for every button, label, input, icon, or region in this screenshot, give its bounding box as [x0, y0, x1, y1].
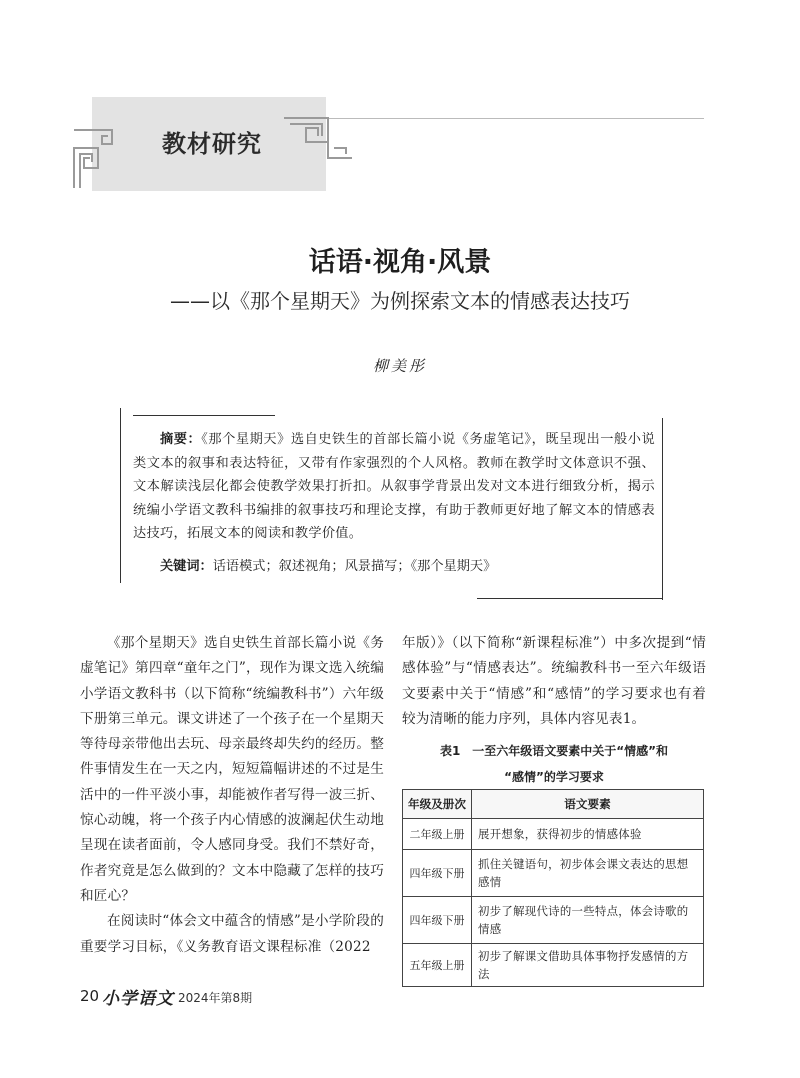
grade-cell: 四年级下册: [403, 850, 472, 897]
body-paragraph: 《那个星期天》选自史铁生首部长篇小说《务虚笔记》第四章“童年之门”，现作为课文选入统编小学语文教科书（以下简称“统编教科书”）六年级下册第三单元。课文讲述了一个孩子在一个星期天等待母亲带他出去玩、母亲最终却失约的经历。整件事情发生在一天之内，短短篇幅讲述的不过是生活中的一件平淡小事，却能被作者写得一波三折、惊心动魄，将一个孩子内心情感的波澜起伏生动地呈现在读者面前，令人感同身受。我们不禁好奇，作者究竟是怎么做到的？文本中隐藏了怎样的技巧和匠心？: [80, 635, 384, 904]
journal-name: 小学语文: [102, 989, 174, 1009]
abstract-frame-left: [120, 408, 121, 583]
grade-cell: 五年级上册: [403, 944, 472, 987]
table-caption-line: “感情”的学习要求: [504, 770, 604, 784]
article-subtitle: ——以《那个星期天》为例探索文本的情感表达技巧: [170, 289, 630, 313]
table-caption-line: 表1 一至六年级语文要素中关于“情感”和: [439, 744, 669, 758]
element-cell: 抓住关键语句，初步体会课文表达的思想感情: [472, 850, 704, 897]
grade-cell: 二年级上册: [403, 819, 472, 850]
body-paragraph: 年版）》（以下简称“新课程标准”）中多次提到“情感体验”与“情感表达”。统编教科书一至六年级语文要素中关于“情感”和“感情”的学习要求也有着较为清晰的能力序列，具体内容见表1。: [402, 635, 706, 727]
abstract: [133, 428, 655, 546]
page-number: 20: [80, 987, 100, 1005]
element-cell: 初步了解课文借助具体事物抒发感情的方法: [472, 944, 704, 987]
body-column-left: [80, 631, 384, 960]
column-header-grade: 年级及册次: [403, 790, 472, 819]
table-row: [403, 897, 704, 944]
table-row: [403, 850, 704, 897]
keywords: [160, 556, 660, 578]
keywords-text: 话语模式；叙述视角；风景描写；《那个星期天》: [212, 559, 497, 574]
abstract-frame-top: [133, 415, 275, 416]
grade-cell: 四年级下册: [403, 897, 472, 944]
element-cell: 初步了解现代诗的一些特点，体会诗歌的情感: [472, 897, 704, 944]
column-header-element: 语文要素: [472, 790, 704, 819]
keywords-label: 关键词：: [160, 559, 213, 574]
table-row: [403, 819, 704, 850]
fret-ornament-right-icon: [282, 112, 354, 164]
body-column-right: [402, 631, 706, 732]
table-header-row: [403, 790, 704, 819]
abstract-frame-bottom: [477, 598, 662, 599]
abstract-text: 《那个星期天》选自史铁生的首部长篇小说《务虚笔记》，既呈现出一般小说类文本的叙事和表达特征，又带有作家强烈的个人风格。教师在教学时文体意识不强、文本解读浅层化都会使教学效果打折扣。从叙事学背景出发对文本进行细致分析，揭示统编小学语文教科书编排的叙事技巧和理论支撑，有助于教师更好地了解文本的情感表达技巧，拓展文本的阅读和教学价值。: [133, 432, 655, 541]
body-paragraph: 在阅读时“体会文中蕴含的情感”是小学阶段的重要学习目标，《义务教育语文课程标准（2022: [80, 913, 384, 955]
abstract-label: 摘要：: [160, 432, 202, 447]
issue-info: 2024年第8期: [178, 991, 253, 1005]
abstract-frame-right: [662, 418, 663, 600]
fret-ornament-left-icon: [72, 118, 142, 190]
article-title: 话语·视角·风景: [308, 247, 492, 278]
element-cell: 展开想象，获得初步的情感体验: [472, 819, 704, 850]
section-title: 教材研究: [162, 130, 262, 158]
table-caption: [402, 738, 706, 790]
requirements-table: [402, 789, 704, 987]
author-name: 柳美彤: [372, 357, 427, 375]
table-row: [403, 944, 704, 987]
